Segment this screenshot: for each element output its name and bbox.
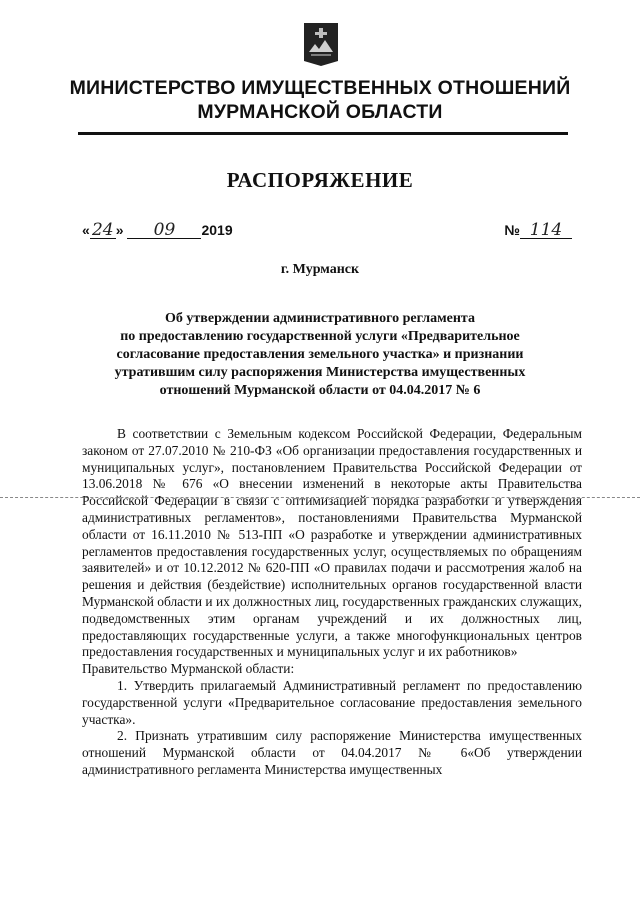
number-value: 114: [520, 222, 572, 239]
title-line5: отношений Мурманской области от 04.04.2017 № 6: [159, 383, 481, 398]
item-2: 2. Признать утратившим силу распоряжение Министерства имущественных отношений Мурманской области от 04.04.2017 № 6«Об утверждении административного регламента Министерства имущественных: [82, 728, 582, 777]
document-type: РАСПОРЯЖЕНИЕ: [226, 168, 414, 192]
number-label: №: [504, 222, 520, 238]
ministry-name-line2: МУРМАНСКОЙ ОБЛАСТИ: [197, 101, 443, 123]
date-close-quote: »: [115, 222, 124, 238]
preamble-paragraph: В соответствии с Земельным кодексом Российской Федерации, Федеральным законом от 27.07.2010 № 210-ФЗ «Об организации предоставления государственных и муниципальных услуг», постановлением Правительства Российской Федерации от 13.06.2018 № 676 «О внесении изменений в некоторые акты Правительства Российской Федерации в связи с оптимизацией порядка разработки и утверждения административных регламентов», постановлениями Правительства Мурманской области от 16.11.2010 № 513-ПП «О разработке и утверждении административных регламентов предоставления государственных услуг, осуществляемых по обращениям заявителей» и от 10.12.2012 № 620-ПП «О правилах подачи и рассмотрения жалоб на решения и действия (бездействие) исполнительных органов государственной власти Мурманской области и их должностных лиц, государственных гражданских служащих, подведомственных этим органам учреждений и их должностных лиц, предоставляющих государственные услуги, а также многофункциональных центров предоставления государственных и муниципальных услуг и их работников»: [82, 426, 582, 660]
document-date: [82, 222, 233, 239]
coat-of-arms-icon: [303, 22, 339, 66]
document-number: [504, 222, 572, 239]
enact-line: Правительство Мурманской области:: [82, 661, 295, 677]
title-line4: утратившим силу распоряжения Министерства имущественных: [114, 365, 526, 380]
date-number-row: [82, 220, 572, 246]
ministry-name: [60, 76, 580, 124]
title-line3: согласование предоставления земельного участка» и признании: [116, 347, 524, 362]
city: г. Мурманск: [280, 262, 360, 277]
date-month: 09: [127, 222, 201, 239]
ministry-name-line1: МИНИСТЕРСТВО ИМУЩЕСТВЕННЫХ ОТНОШЕНИЙ: [69, 77, 571, 99]
date-day: 24: [90, 222, 116, 239]
document-body: [82, 426, 582, 779]
date-year: 2019: [201, 222, 233, 238]
date-open-quote: «: [82, 222, 90, 238]
document-title: [90, 310, 550, 400]
title-line1: Об утверждении административного регламента: [165, 311, 475, 326]
header-divider: [78, 132, 568, 135]
item-1: 1. Утвердить прилагаемый Административный регламент по предоставлению государственной услуги «Предварительное согласование предоставления земельного участка».: [82, 677, 582, 727]
title-line2: по предоставлению государственной услуги «Предварительное: [120, 329, 520, 344]
